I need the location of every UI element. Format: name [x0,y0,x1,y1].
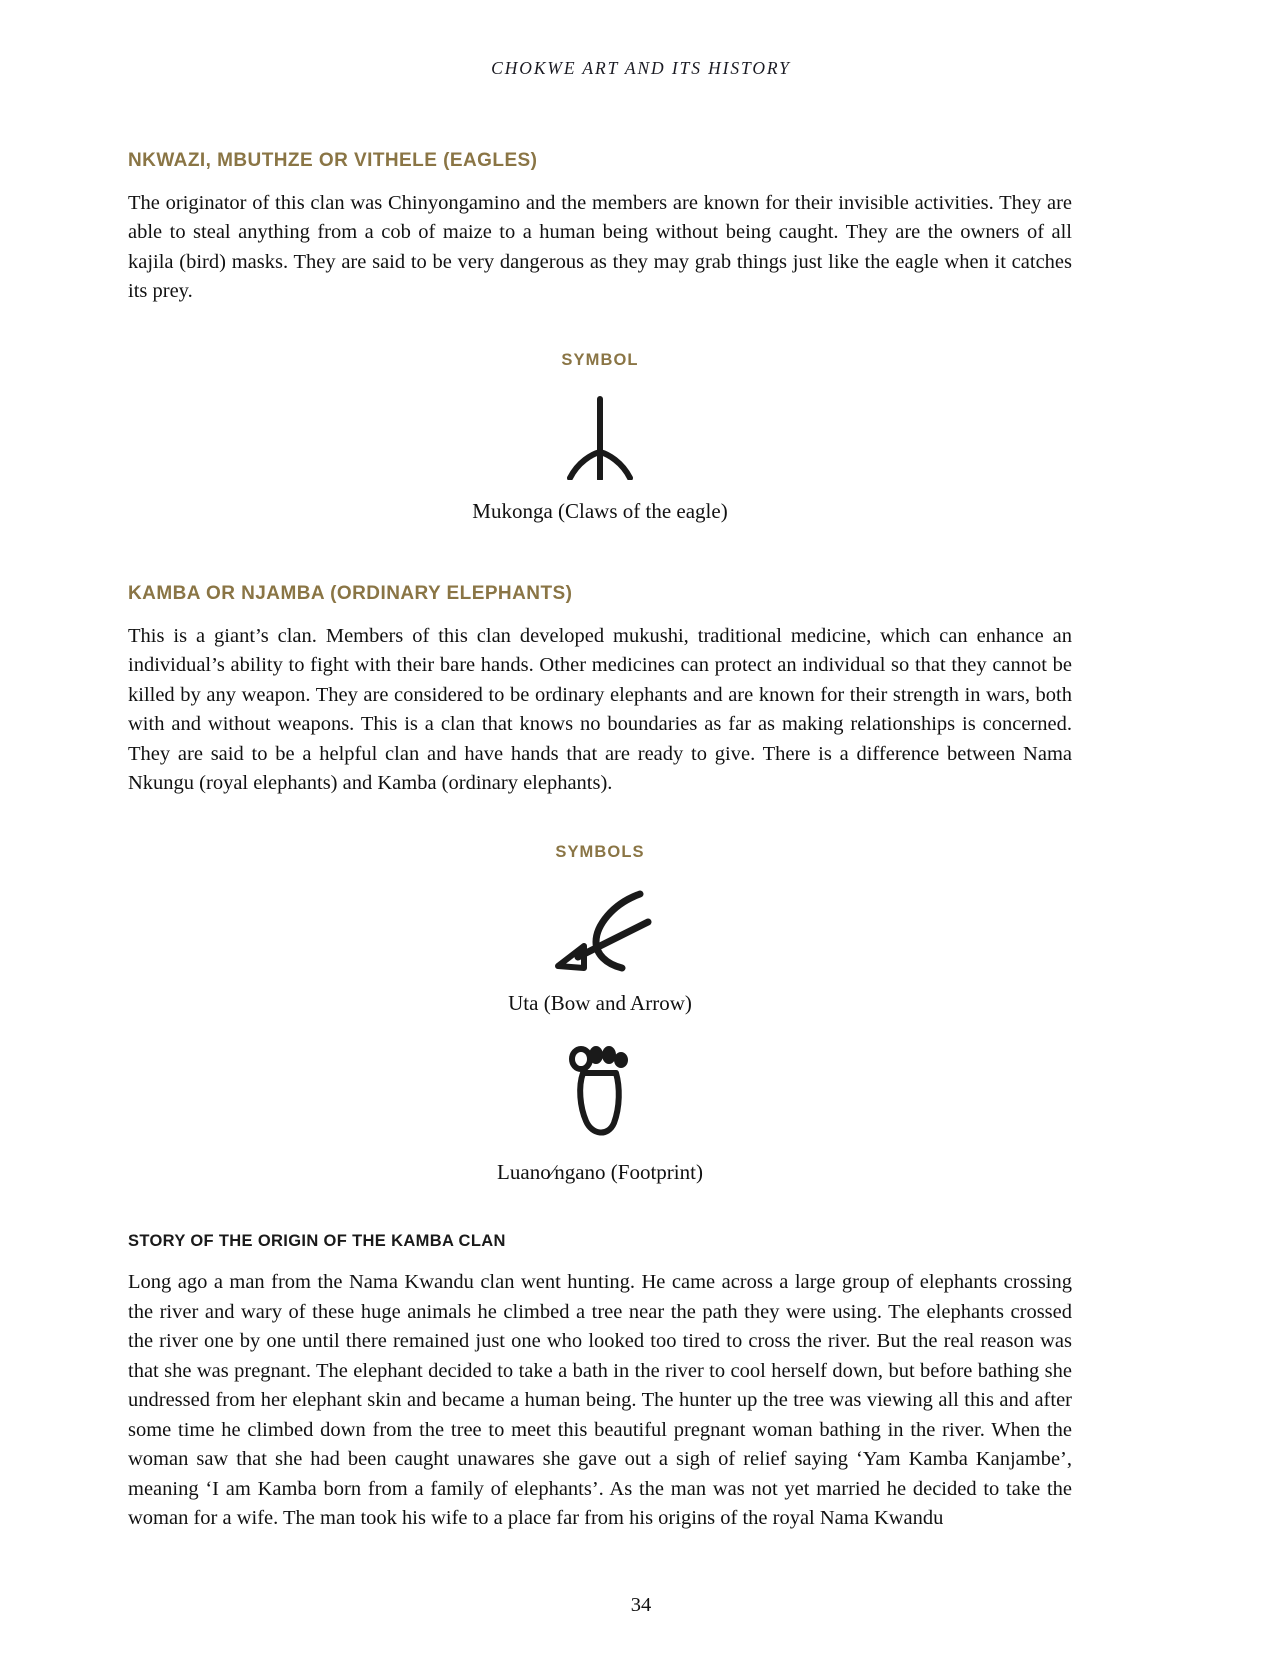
running-head: CHOKWE ART AND ITS HISTORY [491,58,791,78]
page-content [128,150,1072,1534]
clan-body-eagles: The originator of this clan was Chinyongamino and the members are known for their invisible activities. They are able to steal anything from a cob of maize to a human being without being caught. They are the owners of all kajila (bird) masks. They are said to be very dangerous as they may grab things just like the eagle when it catches its prey. [128,191,1072,303]
clan-heading-kamba: KAMBA OR NJAMBA (ORDINARY ELEPHANTS) [128,583,573,605]
symbol-label-kamba: SYMBOLS [555,842,645,861]
symbol-caption-mukonga: Mukonga (Claws of the eagle) [472,498,728,523]
footprint-symbol [128,1043,1072,1141]
story-heading: STORY OF THE ORIGIN OF THE KAMBA CLAN [128,1232,506,1251]
story-body: Long ago a man from the Nama Kwandu clan went hunting. He came across a large group of elephants crossing the river and wary of these huge animals he climbed a tree near the path they were using. The elephants crossed the river one by one until there remained just one who looked too tired to cross the river. But the real reason was that she was pregnant. The elephant decided to take a bath in the river to cool herself down, but before bathing she undressed from her elephant skin and became a human being. The hunter up the tree was viewing all this and after some time he climbed down from the tree to meet this beautiful pregnant woman bathing in the river. When the woman saw that she had been caught unawares she gave out a sigh of relief saying ‘Yam Kamba Kanjambe’, meaning ‘I am Kamba born from a family of elephants’. As the man was not yet married he decided to take the woman for a wife. The man took his wife to a place far from his origins of the royal Nama Kwandu [128,1271,1072,1530]
bow-and-arrow-symbol [128,888,1072,972]
symbol-caption-luano: Luano∕ngano (Footprint) [497,1160,703,1185]
symbol-label-eagles: SYMBOL [561,350,639,369]
eagle-claw-symbol [128,396,1072,480]
page-number: 34 [630,1594,652,1616]
clan-body-kamba: This is a giant’s clan. Members of this clan developed mukushi, traditional medicine, which can enhance an individual’s ability to fight with their bare hands. Other medicines can protect an individual so that they cannot be killed by any weapon. They are considered to be ordinary elephants and are known for their strength in wars, both with and without weapons. This is a clan that knows no boundaries as far as making relationships is concerned. They are said to be a helpful clan and have hands that are ready to give. There is a difference between Nama Nkungu (royal elephants) and Kamba (ordinary elephants). [128,624,1072,795]
clan-heading-eagles: NKWAZI, MBUTHZE OR VITHELE (EAGLES) [128,150,538,171]
symbol-caption-uta: Uta (Bow and Arrow) [508,990,692,1015]
